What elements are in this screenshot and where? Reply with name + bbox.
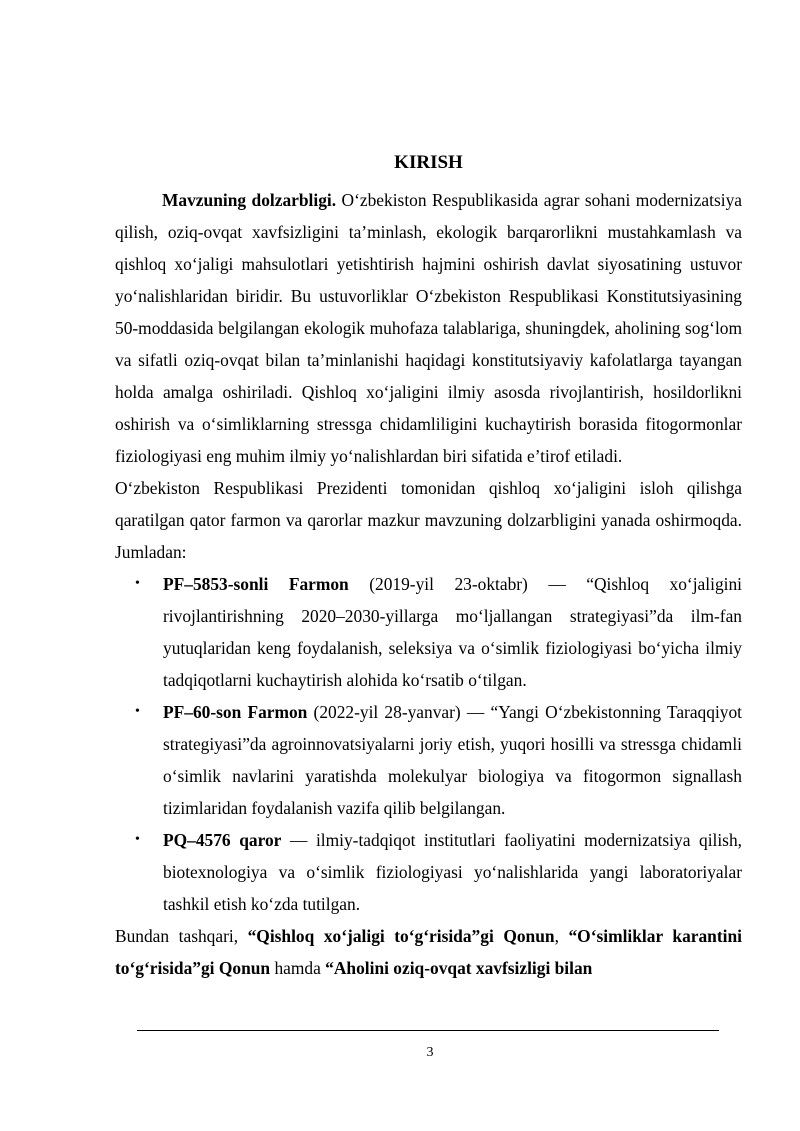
list-item — [115, 824, 742, 920]
paragraph-relevance — [115, 184, 742, 472]
paragraph-decrees-intro: O‘zbekiston Respublikasi Prezidenti tomonidan qishloq xo‘jaligini isloh qilishga qaratilgan qator farmon va qarorlar mazkur mavzuning dolzarbligini yanada oshirmoqda. Jumladan: — [115, 478, 742, 562]
bullet-icon: • — [135, 704, 140, 719]
list-item-title: PQ–4576 qaror — [163, 830, 282, 850]
list-item — [115, 696, 742, 824]
list-item-text: (2019-yil 23-oktabr) — “Qishloq xo‘jaligini rivojlantirishning 2020–2030-yillarga mo‘ljallangan strategiyasi”da ilm-fan yutuqlaridan keng foydalanish, seleksiya va o‘simlik fiziologiyasi bo‘yicha ilmiy tadqiqotlarni kuchaytirish alohida ko‘rsatib o‘tilgan. — [163, 574, 742, 690]
law-title: “O‘simliklar karantini to‘g‘risida”gi Qonun — [115, 926, 742, 978]
bullet-icon: • — [135, 576, 140, 591]
page-number: 3 — [426, 1045, 434, 1060]
section-title: KIRISH — [394, 152, 463, 173]
text-run: hamda — [270, 958, 326, 978]
text-run: , — [554, 926, 569, 946]
paragraph-lead: Mavzuning dolzarbligi. — [162, 190, 337, 210]
list-item-text: — ilmiy-tadqiqot institutlari faoliyatini modernizatsiya qilish, biotexnologiya va o‘simlik fiziologiyasi yo‘nalishlarida yangi laboratoriyalar tashkil etish ko‘zda tutilgan. — [163, 830, 742, 914]
decree-list — [115, 568, 742, 920]
list-item-title: PF–60-son Farmon — [163, 702, 308, 722]
law-title: “Qishloq xo‘jaligi to‘g‘risida”gi Qonun — [247, 926, 555, 946]
footer-divider — [137, 1030, 719, 1031]
paragraph-laws — [115, 920, 742, 984]
law-title: “Aholini oziq-ovqat xavfsizligi bilan — [325, 958, 593, 978]
bullet-icon: • — [135, 832, 140, 847]
paragraph-text: O‘zbekiston Respublikasida agrar sohani modernizatsiya qilish, oziq-ovqat xavfsizligini ta’minlash, ekologik barqarorlikni mustahkamlash va qishloq xo‘jaligi mahsulotlari yetishtirish hajmini oshirish davlat siyosatining ustuvor yo‘nalishlaridan biridir. Bu ustuvorliklar O‘zbekiston Respublikasi Konstitutsiyasining 50-moddasida belgilangan ekologik muhofaza talablariga, shuningdek, aholining sog‘lom va sifatli oziq-ovqat bilan ta’minlanishi haqidagi konstitutsiyaviy kafolatlarga tayangan holda amalga oshiriladi. Qishloq xo‘jaligini ilmiy asosda rivojlantirish, hosildorlikni oshirish va o‘simliklarning stressga chidamliligini kuchaytirish borasida fitogormonlar fiziologiyasi eng muhim ilmiy yo‘nalishlardan biri sifatida e’tirof etiladi. — [115, 190, 742, 466]
list-item — [115, 568, 742, 696]
document-body — [115, 184, 742, 984]
list-item-text: (2022-yil 28-yanvar) — “Yangi O‘zbekistonning Taraqqiyot strategiyasi”da agroinnovatsiyalarni joriy etish, yuqori hosilli va stressga chidamli o‘simlik navlarini yaratishda molekulyar biologiya va fitogormon signallash tizimlaridan foydalanish vazifa qilib belgilangan. — [163, 702, 743, 818]
text-run: Bundan tashqari, — [115, 926, 248, 946]
list-item-title: PF–5853-sonli Farmon — [163, 574, 349, 594]
